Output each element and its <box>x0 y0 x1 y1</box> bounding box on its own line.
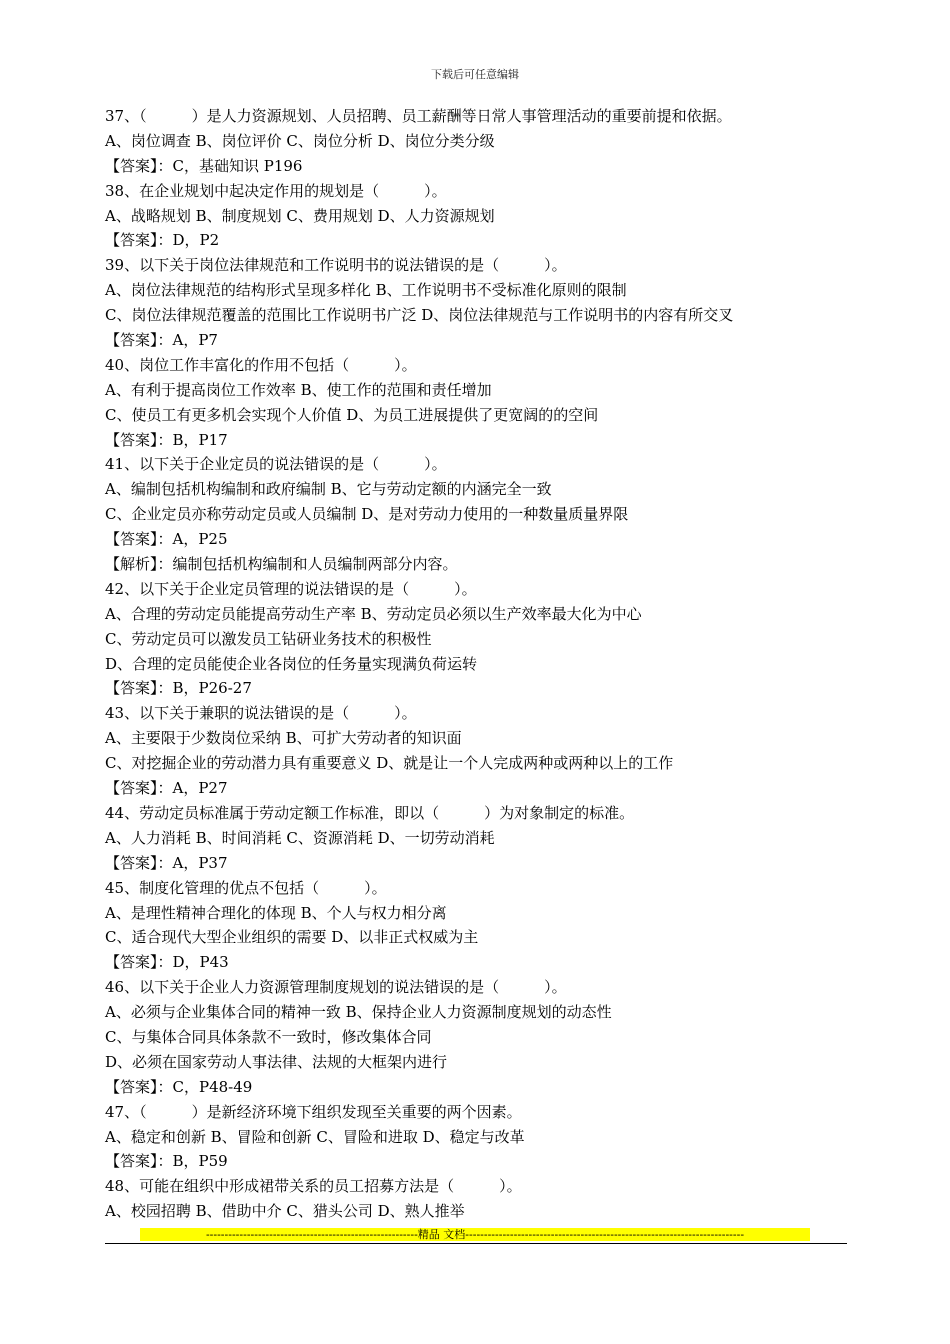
text-line: 44、劳动定员标准属于劳动定额工作标准，即以（ ）为对象制定的标准。 <box>105 803 635 822</box>
text-line: 【答案】：A，P25 <box>105 530 228 549</box>
text-line: 【答案】：B，P17 <box>105 430 228 449</box>
text-line: 38、在企业规划中起决定作用的规划是（ ）。 <box>105 181 447 200</box>
text-line: 42、以下关于企业定员管理的说法错误的是（ ）。 <box>105 579 477 598</box>
text-line: 【答案】：D，P43 <box>105 953 229 972</box>
text-line: A、是理性精神合理化的体现 B、个人与权力相分离 <box>105 903 447 922</box>
text-line: C、对挖掘企业的劳动潜力具有重要意义 D、就是让一个人完成两种或两种以上的工作 <box>105 754 674 773</box>
text-line: A、必须与企业集体合同的精神一致 B、保持企业人力资源制度规划的动态性 <box>105 1003 612 1022</box>
text-line: A、合理的劳动定员能提高劳动生产率 B、劳动定员必须以生产效率最大化为中心 <box>105 604 642 623</box>
text-line: 40、岗位工作丰富化的作用不包括（ ）。 <box>105 355 417 374</box>
text-line: 【答案】：C，P48-49 <box>105 1077 253 1096</box>
text-line: C、岗位法律规范覆盖的范围比工作说明书广泛 D、岗位法律规范与工作说明书的内容有所交叉 <box>105 306 734 325</box>
text-line: 37、（ ）是人力资源规划、人员招聘、员工薪酬等日常人事管理活动的重要前提和依据。 <box>105 107 732 125</box>
text-line: 【解析】：编制包括机构编制和人员编制两部分内容。 <box>105 555 458 574</box>
text-line: A、有利于提高岗位工作效率 B、使工作的范围和责任增加 <box>105 380 492 399</box>
text-line: A、稳定和创新 B、冒险和创新 C、冒险和进取 D、稳定与改革 <box>105 1127 525 1146</box>
text-line: A、岗位调查 B、岗位评价 C、岗位分析 D、岗位分类分级 <box>105 131 495 150</box>
text-line: 48、可能在组织中形成裙带关系的员工招募方法是（ ）。 <box>105 1177 522 1196</box>
text-line: C、与集体合同具体条款不一致时，修改集体合同 <box>105 1027 432 1046</box>
text-line: 47、（ ）是新经济环境下组织发现至关重要的两个因素。 <box>105 1102 522 1121</box>
text-line: 46、以下关于企业人力资源管理制度规划的说法错误的是（ ）。 <box>105 978 567 997</box>
text-line: A、编制包括机构编制和政府编制 B、它与劳动定额的内涵完全一致 <box>105 480 552 499</box>
text-line: A、战略规划 B、制度规划 C、费用规划 D、人力资源规划 <box>105 206 495 225</box>
text-line: 【答案】：A，P27 <box>105 779 228 798</box>
text-line: 45、制度化管理的优点不包括（ ）。 <box>105 878 387 897</box>
text-line: 【答案】：A，P37 <box>105 853 228 872</box>
text-line: C、企业定员亦称劳动定员或人员编制 D、是对劳动力使用的一种数量质量界限 <box>105 505 629 524</box>
footer-divider <box>105 1243 847 1244</box>
text-line: A、主要限于少数岗位采纳 B、可扩大劳动者的知识面 <box>105 729 462 748</box>
footer-banner: ---------------------------------------------------------精品 文档--------------------------------------------------------------------------- <box>140 1228 810 1241</box>
text-line: 【答案】：B，P59 <box>105 1152 228 1171</box>
text-line: C、使员工有更多机会实现个人价值 D、为员工进展提供了更宽阔的的空间 <box>105 405 599 424</box>
text-line: C、劳动定员可以激发员工钻研业务技术的积极性 <box>105 629 432 648</box>
text-line: 【答案】：B，P26-27 <box>105 679 252 698</box>
text-line: A、岗位法律规范的结构形式呈现多样化 B、工作说明书不受标准化原则的限制 <box>105 281 627 300</box>
text-line: D、必须在国家劳动人事法律、法规的大框架内进行 <box>105 1052 448 1071</box>
text-line: 【答案】：D，P2 <box>105 231 220 250</box>
text-line: 39、以下关于岗位法律规范和工作说明书的说法错误的是（ ）。 <box>105 256 567 275</box>
document-body <box>105 104 850 1224</box>
text-line: A、校园招聘 B、借助中介 C、猎头公司 D、熟人推举 <box>105 1202 465 1221</box>
text-line: A、人力消耗 B、时间消耗 C、资源消耗 D、一切劳动消耗 <box>105 828 495 847</box>
text-line: 43、以下关于兼职的说法错误的是（ ）。 <box>105 704 417 723</box>
text-line: D、合理的定员能使企业各岗位的任务量实现满负荷运转 <box>105 654 478 673</box>
text-line: 【答案】：A，P7 <box>105 331 218 350</box>
text-line: C、适合现代大型企业组织的需要 D、以非正式权威为主 <box>105 928 479 947</box>
text-line: 【答案】：C，基础知识 P196 <box>105 156 303 175</box>
page-header: 下载后可任意编辑 <box>431 68 519 81</box>
text-line: 41、以下关于企业定员的说法错误的是（ ）。 <box>105 455 447 474</box>
